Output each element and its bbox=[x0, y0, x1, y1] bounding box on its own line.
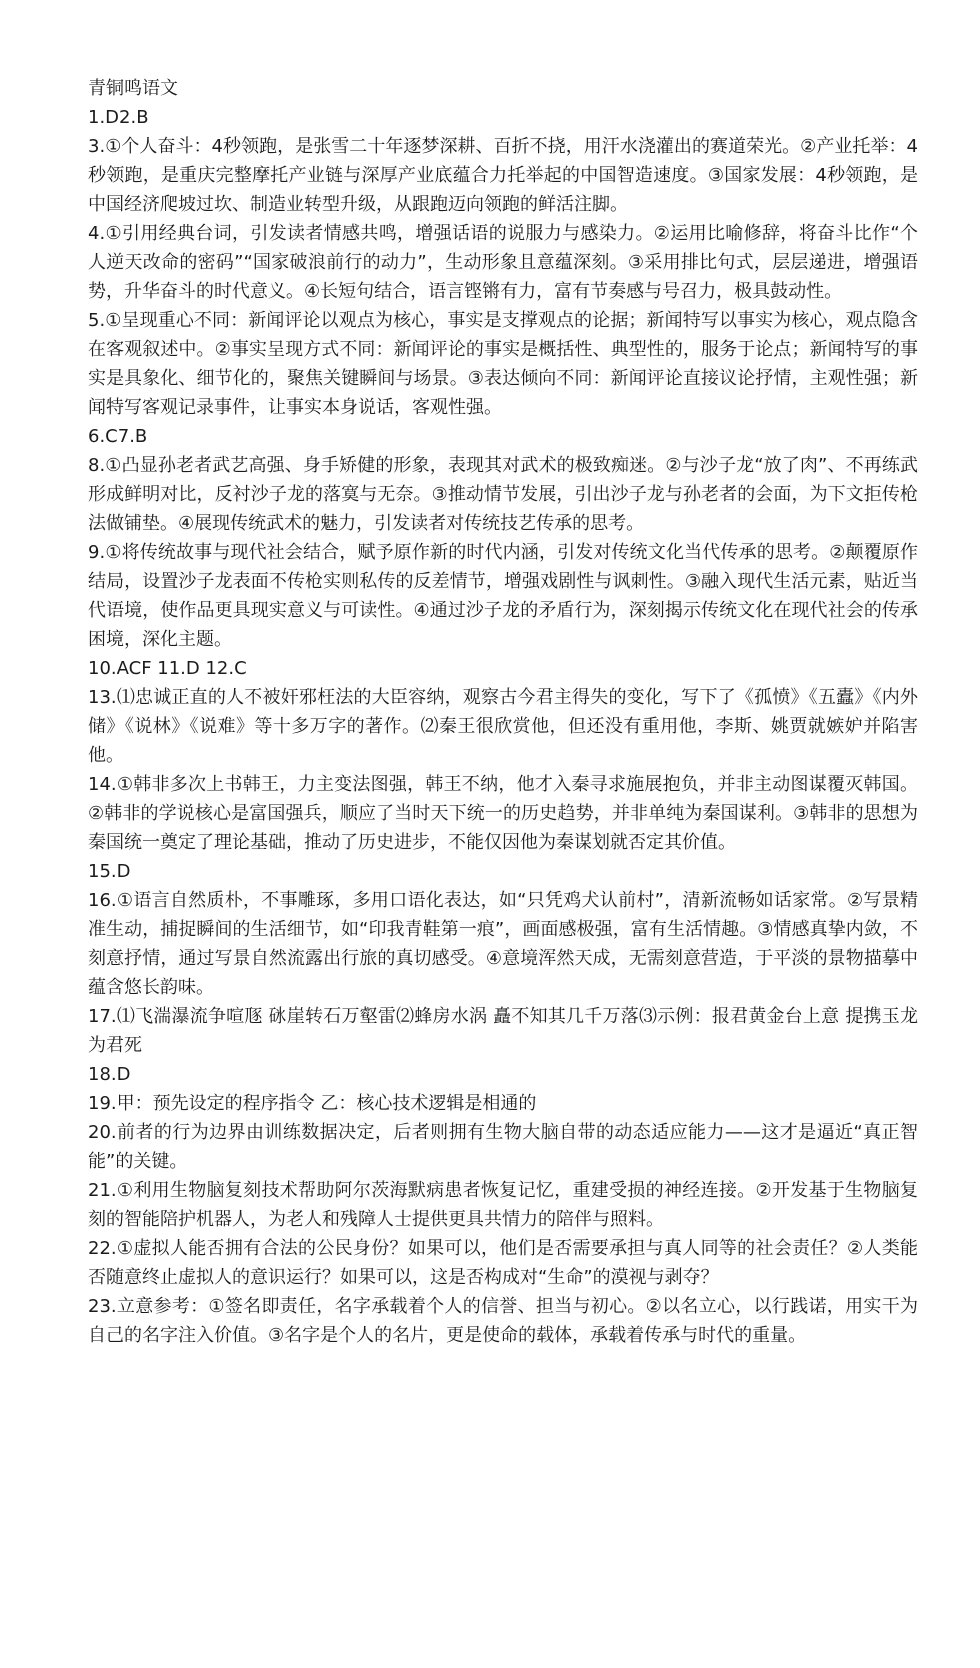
answer-9: 9.①将传统故事与现代社会结合，赋予原作新的时代内涵，引发对传统文化当代传承的思考。②颠覆原作结局，设置沙子龙表面不传枪实则私传的反差情节，增强戏剧性与讽刺性。③融入现代生活元素，贴近当代语境，使作品更具现实意义与可读性。④通过沙子龙的矛盾行为，深刻揭示传统文化在现代社会的传承困境，深化主题。 bbox=[88, 542, 918, 650]
answer-20: 20.前者的行为边界由训练数据决定，后者则拥有生物大脑自带的动态适应能力——这才是逼近“真正智能”的关键。 bbox=[88, 1122, 918, 1172]
answer-14: 14.①韩非多次上书韩王，力主变法图强，韩王不纳，他才入秦寻求施展抱负，并非主动图谋覆灭韩国。②韩非的学说核心是富国强兵，顺应了当时天下统一的历史趋势，并非单纯为秦国谋利。③韩非的思想为秦国统一奠定了理论基础，推动了历史进步，不能仅因他为秦谋划就否定其价值。 bbox=[88, 774, 918, 853]
answer-23: 23.立意参考：①签名即责任，名字承载着个人的信誉、担当与初心。②以名立心，以行践诺，用实干为自己的名字注入价值。③名字是个人的名片，更是使命的载体，承载着传承与时代的重量。 bbox=[88, 1296, 918, 1346]
answer-16: 16.①语言自然质朴，不事雕琢，多用口语化表达，如“只凭鸡犬认前村”，清新流畅如话家常。②写景精准生动，捕捉瞬间的生活细节，如“印我青鞋第一痕”，画面感极强，富有生活情趣。③情感真挚内敛，不刻意抒情，通过写景自然流露出行旅的真切感受。④意境浑然天成，无需刻意营造，于平淡的景物描摹中蕴含悠长韵味。 bbox=[88, 890, 918, 998]
document-title: 青铜鸣语文 bbox=[88, 78, 178, 99]
answer-22: 22.①虚拟人能否拥有合法的公民身份？如果可以，他们是否需要承担与真人同等的社会责任？②人类能否随意终止虚拟人的意识运行？如果可以，这是否构成对“生命”的漠视与剥夺？ bbox=[88, 1238, 918, 1288]
answer-15: 15.D bbox=[88, 861, 131, 882]
answer-3: 3.①个人奋斗：4秒领跑，是张雪二十年逐梦深耕、百折不挠，用汗水浇灌出的赛道荣光。②产业托举：4秒领跑，是重庆完整摩托产业链与深厚产业底蕴合力托举起的中国智造速度。③国家发展：4秒领跑，是中国经济爬坡过坎、制造业转型升级，从跟跑迈向领跑的鲜活注脚。 bbox=[88, 136, 918, 215]
answer-sheet bbox=[88, 74, 918, 1350]
answer-6-7: 6.C7.B bbox=[88, 426, 148, 447]
answer-18: 18.D bbox=[88, 1064, 131, 1085]
answer-1-2: 1.D2.B bbox=[88, 107, 149, 128]
answer-8: 8.①凸显孙老者武艺高强、身手矫健的形象，表现其对武术的极致痴迷。②与沙子龙“放了肉”、不再练武形成鲜明对比，反衬沙子龙的落寞与无奈。③推动情节发展，引出沙子龙与孙老者的会面，为下文拒传枪法做铺垫。④展现传统武术的魅力，引发读者对传统技艺传承的思考。 bbox=[88, 455, 918, 534]
answer-17: 17.⑴飞湍瀑流争喧豗 砯崖转石万壑雷⑵蜂房水涡 矗不知其几千万落⑶示例：报君黄金台上意 提携玉龙为君死 bbox=[88, 1006, 918, 1056]
answer-21: 21.①利用生物脑复刻技术帮助阿尔茨海默病患者恢复记忆，重建受损的神经连接。②开发基于生物脑复刻的智能陪护机器人，为老人和残障人士提供更具共情力的陪伴与照料。 bbox=[88, 1180, 918, 1230]
answer-5: 5.①呈现重心不同：新闻评论以观点为核心，事实是支撑观点的论据；新闻特写以事实为核心，观点隐含在客观叙述中。②事实呈现方式不同：新闻评论的事实是概括性、典型性的，服务于论点；新闻特写的事实是具象化、细节化的，聚焦关键瞬间与场景。③表达倾向不同：新闻评论直接议论抒情，主观性强；新闻特写客观记录事件，让事实本身说话，客观性强。 bbox=[88, 310, 918, 418]
answer-19: 19.甲：预先设定的程序指令 乙：核心技术逻辑是相通的 bbox=[88, 1093, 537, 1114]
answer-10-12: 10.ACF 11.D 12.C bbox=[88, 658, 247, 679]
answer-4: 4.①引用经典台词，引发读者情感共鸣，增强话语的说服力与感染力。②运用比喻修辞，将奋斗比作“个人逆天改命的密码”“国家破浪前行的动力”，生动形象且意蕴深刻。③采用排比句式，层层递进，增强语势，升华奋斗的时代意义。④长短句结合，语言铿锵有力，富有节奏感与号召力，极具鼓动性。 bbox=[88, 223, 918, 302]
answer-13: 13.⑴忠诚正直的人不被奸邪枉法的大臣容纳，观察古今君主得失的变化，写下了《孤愤》《五蠹》《内外储》《说林》《说难》等十多万字的著作。⑵秦王很欣赏他，但还没有重用他，李斯、姚贾就嫉妒并陷害他。 bbox=[88, 687, 918, 766]
